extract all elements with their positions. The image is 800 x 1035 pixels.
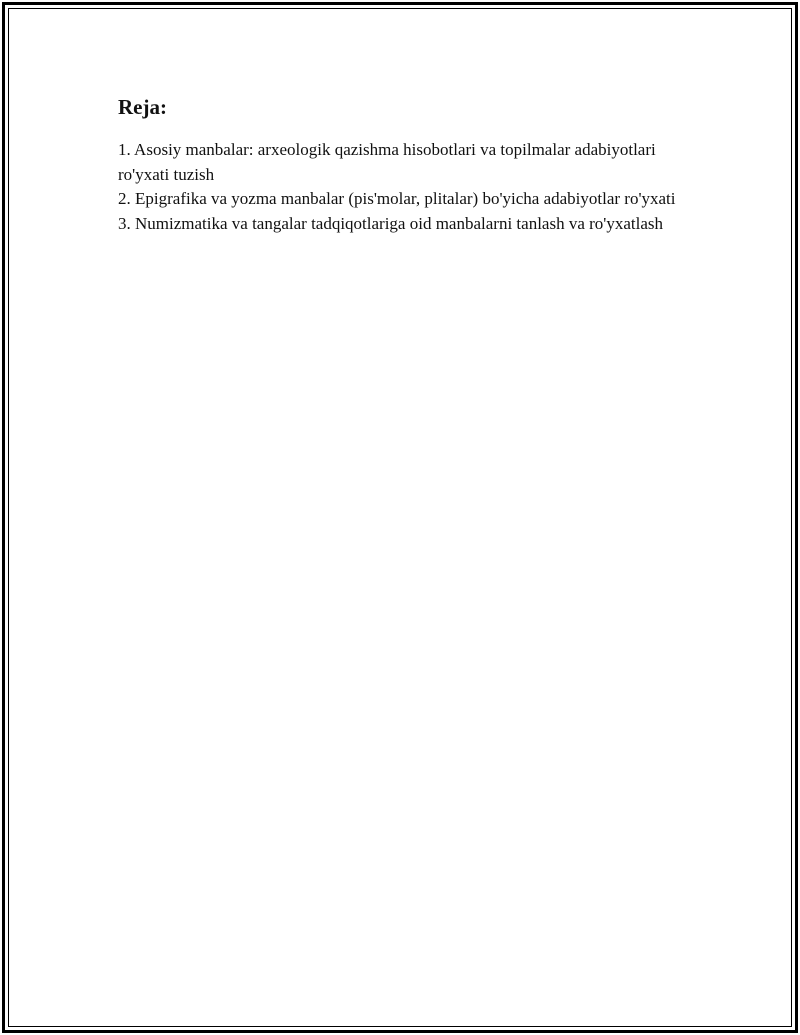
plan-heading: Reja:: [118, 95, 167, 119]
plan-list: [118, 138, 678, 236]
plan-item-1: 1. Asosiy manbalar: arxeologik qazishma hisobotlari va topilmalar adabiyotlari ro'yxati tuzish: [118, 140, 656, 184]
plan-item-2: 2. Epigrafika va yozma manbalar (pis'molar, plitalar) bo'yicha adabiyotlar ro'yxati: [118, 189, 676, 208]
plan-item-3: 3. Numizmatika va tangalar tadqiqotlariga oid manbalarni tanlash va ro'yxatlash: [118, 213, 663, 233]
document-content: [118, 94, 678, 236]
